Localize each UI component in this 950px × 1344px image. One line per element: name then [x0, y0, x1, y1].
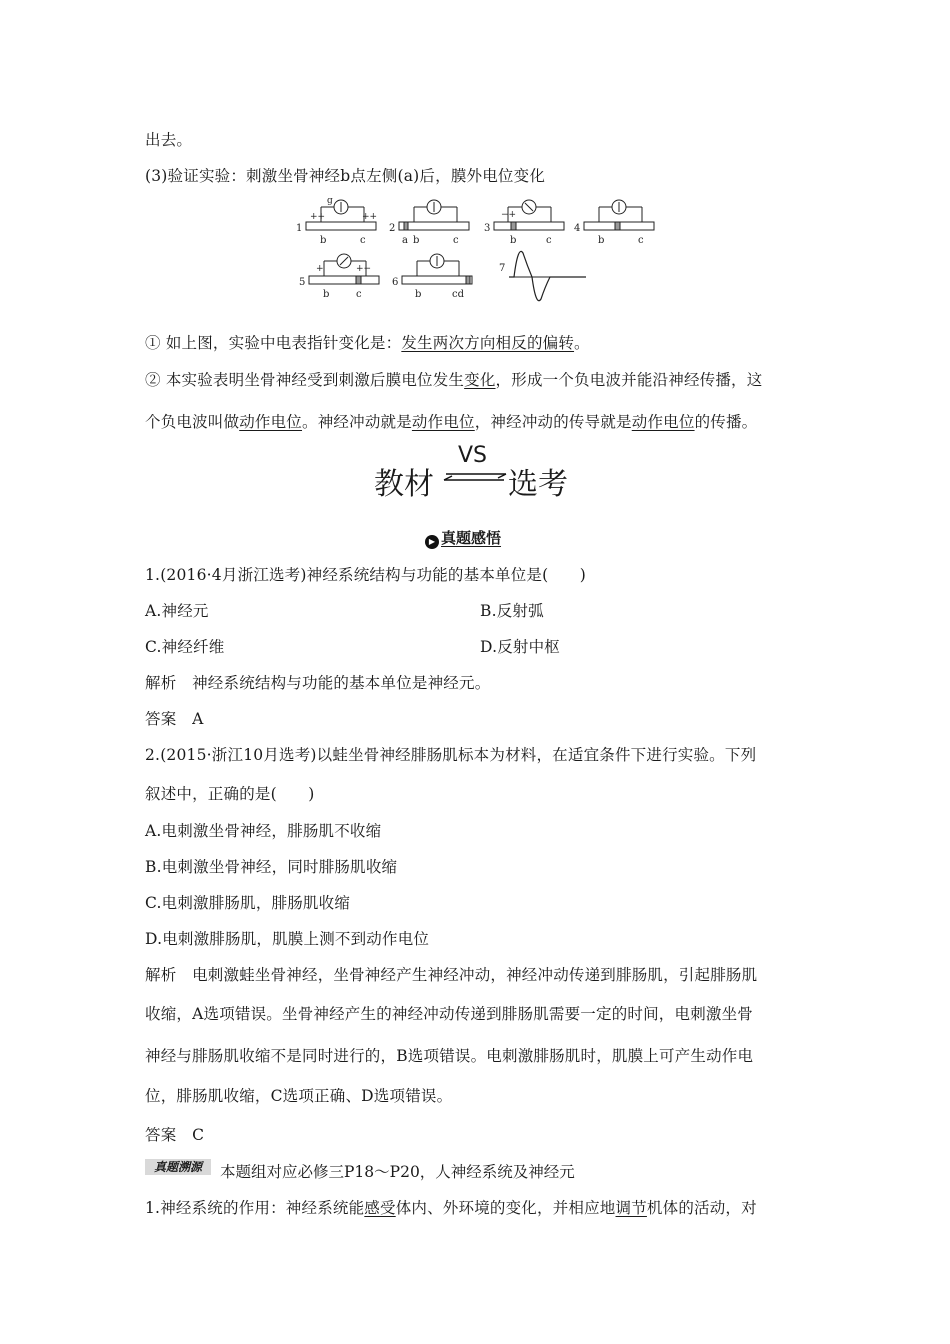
- q2-option-a: A.电刺激坐骨神经，腓肠肌不收缩: [145, 822, 382, 840]
- panel-label-2: 2: [389, 223, 396, 234]
- svg-text:c: c: [638, 235, 644, 246]
- note-3: 个负电波叫做动作电位。神经冲动就是动作电位，神经冲动的传导就是动作电位的传播。: [145, 413, 758, 431]
- source-text: 本题组对应必修三P18～P20，人神经系统及神经元: [220, 1163, 575, 1181]
- panel-label-7: 7: [499, 263, 506, 274]
- panel-label-5: 5: [299, 277, 306, 288]
- svg-text:b: b: [598, 235, 605, 246]
- letter-cd: cd: [452, 289, 465, 300]
- panel-label-4: 4: [574, 223, 581, 234]
- panel-4: [574, 200, 654, 246]
- svg-text:++: ++: [362, 212, 378, 222]
- q1-option-c: C.神经纤维: [145, 638, 225, 656]
- svg-text:b: b: [415, 289, 422, 300]
- q1-option-a: A.神经元: [145, 602, 209, 620]
- q2-stem-2: 叙述中，正确的是( ): [145, 785, 315, 803]
- letter-g: g: [327, 196, 333, 206]
- svg-text:−+: −+: [501, 210, 517, 220]
- letter-a: a: [402, 235, 408, 246]
- q2-analysis-4: 位，腓肠肌收缩，C选项正确、D选项错误。: [145, 1087, 453, 1105]
- textbook-vs-exam-banner: [370, 443, 580, 502]
- panel-label-1: 1: [296, 223, 303, 234]
- section-title: ▶ 真题感悟: [425, 527, 501, 549]
- panel-7: [499, 251, 586, 300]
- svg-text:+: +: [316, 264, 324, 274]
- q1-option-b: B.反射弧: [480, 602, 544, 620]
- double-arrow-icon: [442, 471, 508, 483]
- q2-analysis-3: 神经与腓肠肌收缩不是同时进行的，B选项错误。电刺激腓肠肌时，肌膜上可产生动作电: [145, 1047, 754, 1065]
- letter-b: b: [320, 235, 327, 246]
- panel-5: [299, 254, 379, 300]
- svg-text:c: c: [356, 289, 362, 300]
- svg-text:b: b: [413, 235, 420, 246]
- panel-1: [296, 196, 377, 246]
- panel-label-3: 3: [484, 223, 491, 234]
- q1-analysis: 解析 神经系统结构与功能的基本单位是神经元。: [145, 674, 491, 692]
- panel-3: [484, 200, 564, 246]
- svg-text:c: c: [453, 235, 459, 246]
- note-1: ① 如上图，实验中电表指针变化是：发生两次方向相反的偏转。: [145, 334, 590, 352]
- note-1-answer: 发生两次方向相反的偏转: [401, 334, 575, 352]
- source-tag: 真题溯源: [145, 1159, 215, 1178]
- letter-c: c: [360, 235, 366, 246]
- banner-vs: VS: [458, 443, 488, 468]
- note-2: ② 本实验表明坐骨神经受到刺激后膜电位发生变化，形成一个负电波并能沿神经传播，这: [145, 371, 763, 389]
- svg-text:+−: +−: [356, 264, 372, 274]
- q1-answer: 答案 A: [145, 710, 204, 728]
- panel-2: [389, 200, 469, 246]
- q1-stem: 1.(2016·4月浙江选考)神经系统结构与功能的基本单位是( ): [145, 566, 587, 584]
- banner-right: 选考: [508, 467, 568, 502]
- last-line: 1.神经系统的作用：神经系统能感受体内、外环境的变化，并相应地调节机体的活动，对: [145, 1199, 757, 1217]
- q2-stem-1: 2.(2015·浙江10月选考)以蛙坐骨神经腓肠肌标本为材料，在适宜条件下进行实验。下列: [145, 746, 757, 764]
- panel-label-6: 6: [392, 277, 399, 288]
- intro-line-0: 出去。: [145, 131, 193, 149]
- banner-left: 教材: [374, 467, 434, 502]
- q2-answer: 答案 C: [145, 1126, 205, 1144]
- q2-option-c: C.电刺激腓肠肌，腓肠肌收缩: [145, 894, 351, 912]
- svg-text:b: b: [323, 289, 330, 300]
- svg-text:b: b: [510, 235, 517, 246]
- svg-text:++: ++: [310, 212, 326, 222]
- q1-option-d: D.反射中枢: [480, 638, 561, 656]
- svg-text:c: c: [546, 235, 552, 246]
- q2-option-d: D.电刺激腓肠肌，肌膜上测不到动作电位: [145, 930, 430, 948]
- q2-option-b: B.电刺激坐骨神经，同时腓肠肌收缩: [145, 858, 398, 876]
- panel-6: [392, 254, 472, 300]
- q2-analysis-1: 解析 电刺激蛙坐骨神经，坐骨神经产生神经冲动，神经冲动传递到腓肠肌，引起腓肠肌: [145, 966, 758, 984]
- nerve-potential-diagram: [296, 195, 644, 307]
- play-icon: ▶: [425, 535, 439, 549]
- intro-line-1: (3)验证实验：刺激坐骨神经b点左侧(a)后，膜外电位变化: [145, 167, 546, 185]
- q2-analysis-2: 收缩，A选项错误。坐骨神经产生的神经冲动传递到腓肠肌需要一定的时间，电刺激坐骨: [145, 1005, 753, 1023]
